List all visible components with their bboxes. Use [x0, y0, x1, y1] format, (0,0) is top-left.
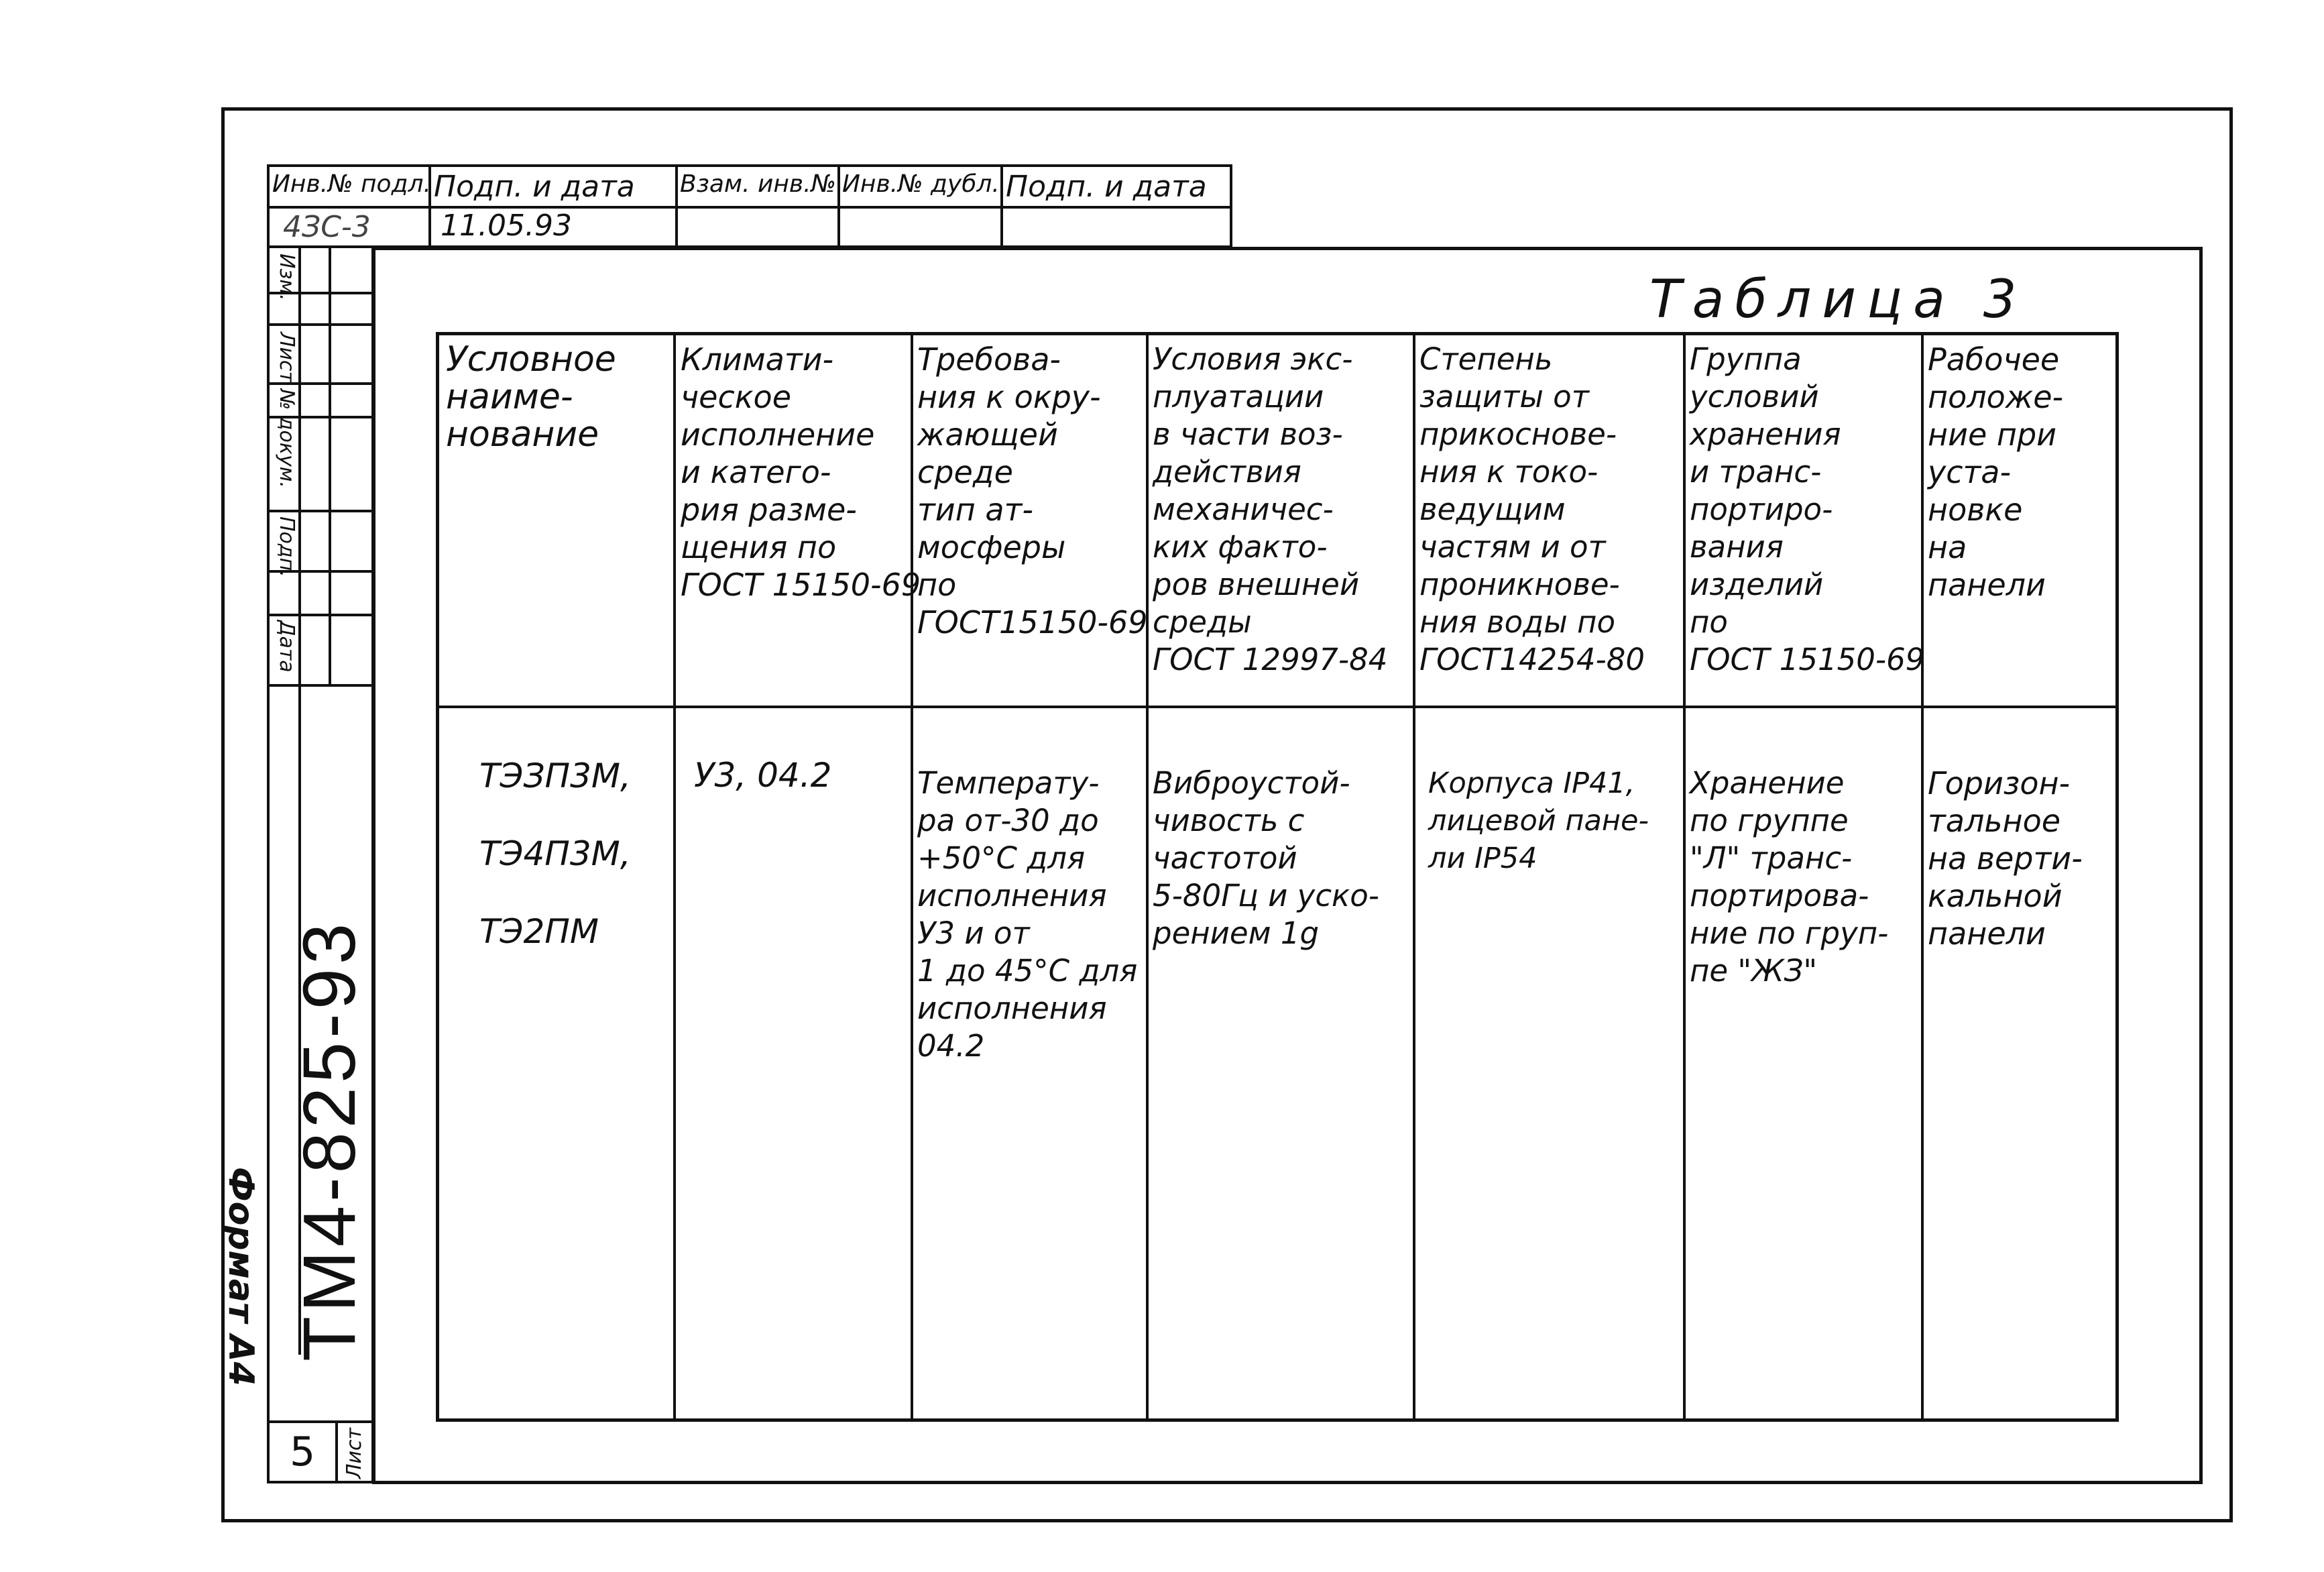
stamp-header-sign-date-2: Подп. и дата — [1006, 170, 1207, 204]
cell-mechanical: Виброустой- чивость с частотой 5-80Гц и уско- рением 1g — [1153, 765, 1380, 951]
document-code: ТМ4-825-93 — [288, 919, 371, 1361]
cell-climate: У3, 04.2 — [694, 756, 832, 795]
table-title: Таблица 3 — [1649, 270, 2028, 330]
sheet-label: Лист — [343, 1427, 366, 1479]
format-label: Формат А4 — [221, 1167, 261, 1386]
cell-position: Горизон- тальное на верти- кальной панели — [1928, 765, 2083, 952]
side-col-izm: Изм. — [275, 254, 298, 301]
cell-name: ТЭЗП3М, ТЭ4П3М, ТЭ2ПМ — [479, 756, 631, 951]
stamp-header-inv: Инв.№ подл. — [272, 170, 431, 198]
cell-protection: Корпуса IP41, лицевой пане- ли IP54 — [1428, 767, 1649, 875]
revision-strip — [267, 248, 374, 1483]
sheet-number: 5 — [290, 1428, 316, 1475]
stamp-header-replace-inv: Взам. инв.№ — [680, 170, 836, 198]
side-col-list: Лист — [275, 332, 298, 384]
header-mechanical: Условия экс- плуатации в части воз- действия механичес- ких факто- ров внешней среды ГОСТ 12997-84 — [1153, 341, 1388, 677]
cell-storage: Хранение по группе "Л" транс- портирова- ние по груп- пе "ЖЗ" — [1690, 765, 1889, 989]
header-name: Условное наиме- нование — [446, 339, 616, 455]
header-environment: Требова- ния к окру- жающей среде тип ат- мосферы по ГОСТ15150-69 — [917, 341, 1148, 640]
side-col-docnum: № докум. — [275, 389, 298, 488]
main-table — [436, 332, 2119, 1422]
header-protection: Степень защиты от прикоснове- ния к токо- ведущим частям и от проникнове- ния воды по ГОСТ14254-80 — [1419, 341, 1645, 677]
stamp-inv-value: 4ЗС-3 — [283, 210, 371, 244]
cell-environment: Температу- ра от-30 до +50°С для исполнения У3 и от 1 до 45°С для исполнения 04.2 — [917, 765, 1138, 1064]
top-stamp — [267, 164, 1232, 248]
header-position: Рабочее положе- ние при уста- новке на панели — [1928, 341, 2064, 603]
side-col-data: Дата — [275, 620, 298, 673]
stamp-header-dup-inv: Инв.№ дубл. — [842, 170, 1000, 198]
stamp-sign-date: 11.05.93 — [441, 209, 572, 243]
header-storage: Группа условий хранения и транс- портиро- вания изделий по ГОСТ 15150-69 — [1690, 341, 1925, 677]
stamp-header-sign-date: Подп. и дата — [434, 170, 635, 204]
side-col-podp: Подп. — [275, 516, 298, 577]
header-climate: Климати- ческое исполнение и катего- рия разме- щения по ГОСТ 15150-69 — [681, 341, 921, 603]
